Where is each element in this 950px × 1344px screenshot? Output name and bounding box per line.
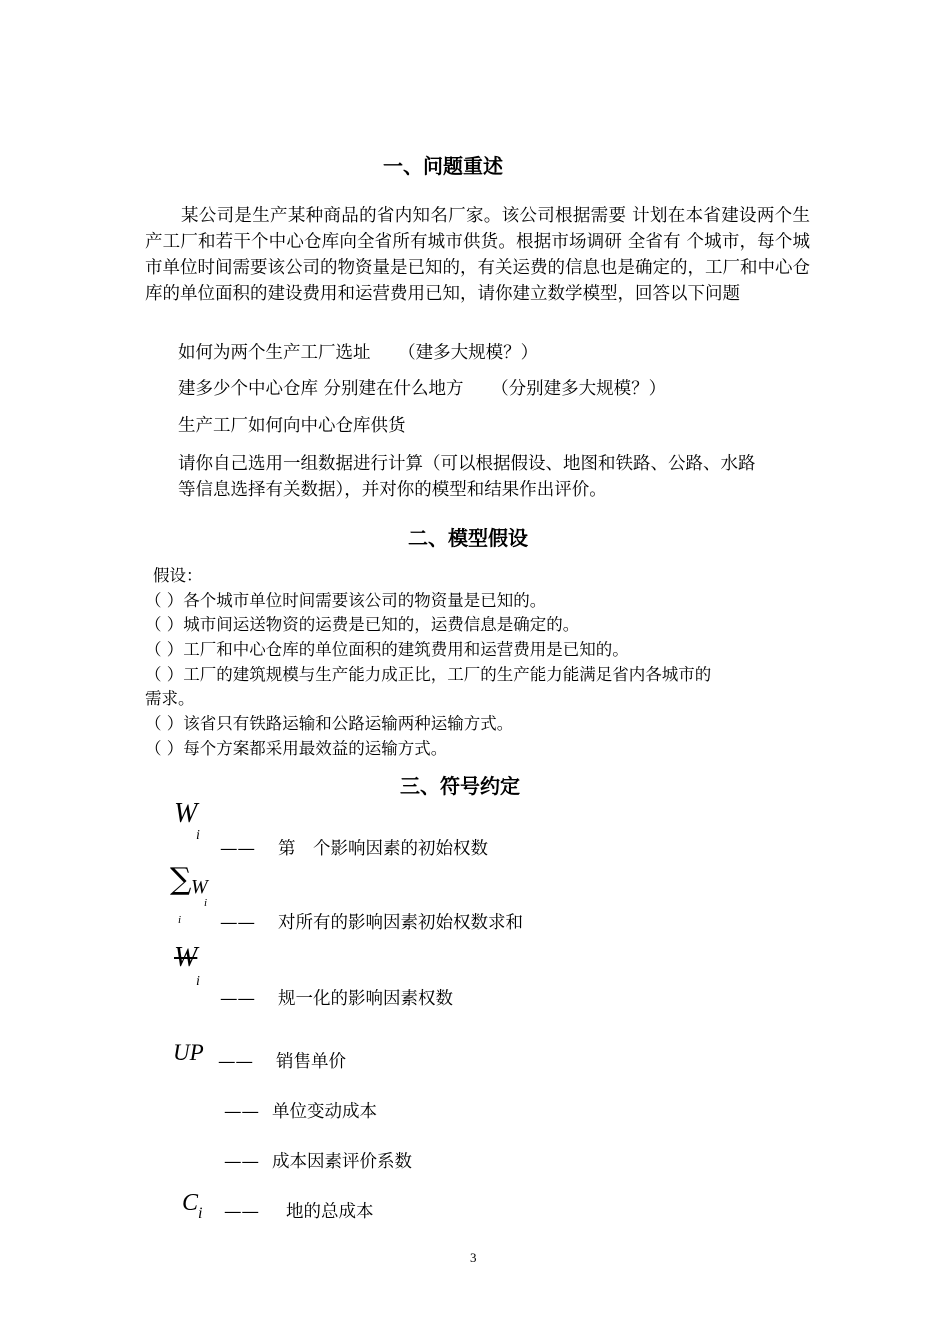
symbol-w-subscript: i [196, 828, 200, 843]
assumption-1: （ ）各个城市单位时间需要该公司的物资量是已知的。 [145, 591, 547, 610]
question-1-text: 如何为两个生产工厂选址 [178, 343, 371, 363]
question-2-text: 建多少个中心仓库 分别建在什么地方 [178, 379, 464, 399]
assumption-5: （ ）该省只有铁路运输和公路运输两种运输方式。 [145, 714, 514, 733]
symbol-sum-index: i [178, 914, 182, 926]
symbol-1-dash: —— [220, 839, 255, 859]
sigma-icon: ∑ [170, 862, 192, 897]
page-number: 3 [470, 1250, 477, 1265]
question-2 [178, 376, 666, 402]
section-title-symbols: 三、符号约定 [400, 774, 520, 798]
section-title-assumptions: 二、模型假设 [408, 526, 528, 550]
section-title-problem: 一、问题重述 [383, 154, 503, 178]
symbol-2-dash: —— [220, 913, 255, 933]
problem-paragraph: 某公司是生产某种商品的省内知名厂家。该公司根据需要 计划在本省建设两个生产工厂和若干个中心仓库向全省所有城市供货。根据市场调研 全省有 个城市，每个城市单位时间需要该公司的物资量是已知的，有关运费的信息也是确定的，工厂和中心仓库的单位面积的建设费用和运营费用已知，请你建立数学模型，回答以下问题 [145, 206, 810, 304]
assumption-intro: 假设： [153, 566, 203, 585]
assumption-4-line-1: （ ）工厂的建筑规模与生产能力成正比，工厂的生产能力能满足省内各城市的 [145, 665, 712, 684]
symbol-5-desc: 单位变动成本 [272, 1102, 377, 1122]
symbol-5-dash: —— [224, 1102, 259, 1122]
symbol-3-desc: 规一化的影响因素权数 [278, 989, 453, 1009]
symbol-2-desc: 对所有的影响因素初始权数求和 [278, 913, 523, 933]
question-1 [178, 340, 538, 366]
symbol-w: W [174, 798, 198, 829]
symbol-sum-w: W [191, 876, 208, 898]
assumption-2: （ ）城市间运送物资的运费是已知的，运费信息是确定的。 [145, 615, 580, 634]
symbol-4-desc: 销售单价 [276, 1052, 346, 1072]
assumption-3: （ ）工厂和中心仓库的单位面积的建筑费用和运营费用是已知的。 [145, 640, 629, 659]
symbol-c: C [182, 1190, 199, 1216]
symbol-3-dash: —— [220, 989, 255, 1009]
question-2-note: （分别建多大规模？） [491, 379, 667, 399]
symbol-6-desc: 成本因素评价系数 [272, 1152, 412, 1172]
symbol-7-desc: 地的总成本 [286, 1202, 374, 1222]
symbol-c-subscript: i [198, 1205, 203, 1222]
symbol-1-desc: 第 个影响因素的初始权数 [278, 839, 488, 859]
symbol-up: UP [173, 1040, 204, 1065]
assumption-4-line-2: 需求。 [145, 689, 195, 708]
symbol-sum-w-subscript: i [204, 897, 208, 909]
symbol-4-dash: —— [218, 1052, 253, 1072]
question-1-note: （建多大规模？） [398, 343, 539, 363]
symbol-normalized-w-subscript: i [196, 974, 200, 989]
symbol-6-dash: —— [224, 1152, 259, 1172]
question-3: 生产工厂如何向中心仓库供货 [178, 416, 406, 436]
symbol-normalized-w: W [174, 942, 198, 973]
assumption-6: （ ）每个方案都采用最效益的运输方式。 [145, 739, 448, 758]
question-4-line-1: 请你自己选用一组数据进行计算（可以根据假设、地图和铁路、公路、水路 [178, 454, 756, 474]
question-4-line-2: 等信息选择有关数据），并对你的模型和结果作出评价。 [178, 480, 607, 500]
symbol-7-dash: —— [224, 1202, 259, 1222]
